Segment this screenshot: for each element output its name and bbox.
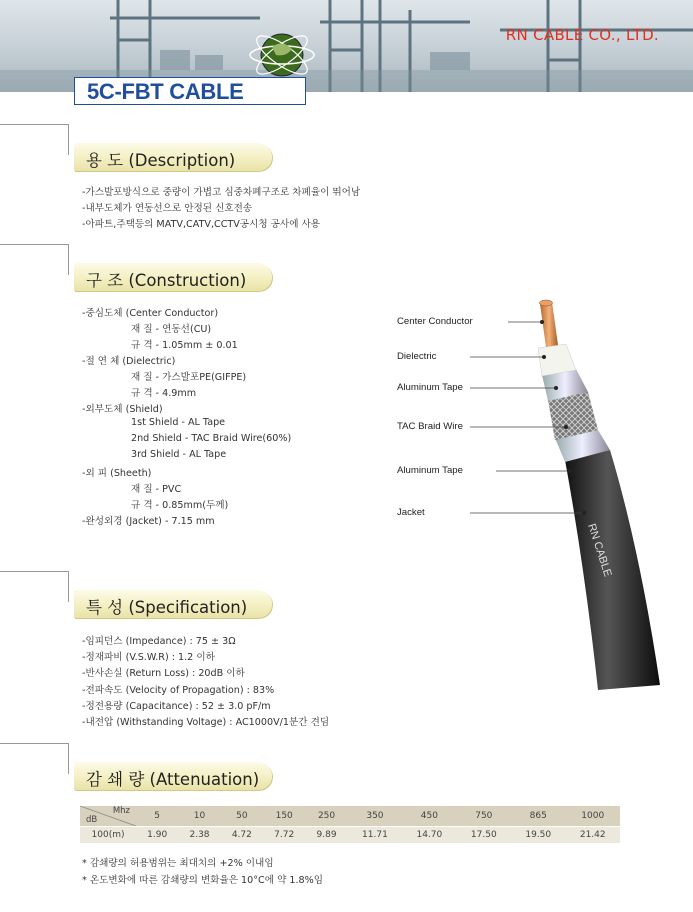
attenuation-table (80, 806, 620, 843)
attenuation-data-row (80, 827, 620, 844)
specification-line: -반사손실 (Return Loss) : 20dB 이하 (82, 668, 245, 679)
construction-line: 재 질 - 가스발포PE(GIFPE) (131, 372, 247, 383)
frequency-cell: 5 (136, 806, 178, 827)
dielectric-layer (538, 344, 576, 376)
callout-aluminum-tape-inner: Aluminum Tape (397, 382, 463, 393)
value-cell: 17.50 (457, 827, 511, 844)
frequency-cell: 865 (511, 806, 565, 827)
cable-cross-section-illustration (470, 290, 670, 690)
value-cell: 9.89 (305, 827, 347, 844)
frequency-cell: 350 (348, 806, 402, 827)
construction-line: 2nd Shield - TAC Braid Wire(60%) (131, 433, 292, 444)
attenuation-note: * 감쇄량의 허용범위는 최대치의 +2% 이내임 (82, 858, 274, 869)
construction-heading-pill (74, 263, 272, 291)
attenuation-note: * 온도변화에 따른 감쇄량의 변화율은 10°C에 약 1.8%임 (82, 875, 324, 886)
specification-line: -정전용량 (Capacitance) : 52 ± 3.0 pF/m (82, 701, 271, 712)
construction-line: -절 연 체 (Dielectric) (82, 356, 176, 367)
description-line: -내부도체가 연동선으로 안정된 신호전송 (82, 203, 253, 214)
row-label-cell: 100(m) (80, 827, 136, 844)
section-connector (0, 571, 68, 572)
specification-line: -임피던스 (Impedance) : 75 ± 3Ω (82, 636, 236, 647)
value-cell: 21.42 (565, 827, 620, 844)
value-cell: 2.38 (178, 827, 220, 844)
specification-line: -정재파비 (V.S.W.R) : 1.2 이하 (82, 652, 215, 663)
center-conductor (540, 302, 558, 347)
cable-print-text: RN CABLE (585, 522, 614, 579)
description-line: -가스발포방식으로 중량이 가볍고 심중차폐구조로 차폐율이 뛰어남 (82, 187, 361, 198)
callout-aluminum-tape-outer: Aluminum Tape (397, 465, 463, 476)
frequency-cell: 750 (457, 806, 511, 827)
section-connector (68, 244, 69, 275)
specification-heading-pill (74, 590, 272, 618)
specification-line: -내전압 (Withstanding Voltage) : AC1000V/1분간 견딤 (82, 717, 330, 728)
description-heading: 용 도 (Description) (86, 151, 236, 170)
value-cell: 19.50 (511, 827, 565, 844)
frequency-cell: 250 (305, 806, 347, 827)
value-cell: 11.71 (348, 827, 402, 844)
attenuation-heading-pill (74, 762, 272, 790)
section-connector (68, 571, 69, 602)
attenuation-header-row (80, 806, 620, 827)
page-title: 5C-FBT CABLE (87, 79, 244, 104)
specification-line: -전파속도 (Velocity of Propagation) : 83% (82, 685, 275, 696)
corner-db-label: dB (86, 815, 98, 825)
construction-line: 규 격 - 1.05mm ± 0.01 (131, 340, 238, 351)
section-connector (0, 743, 68, 744)
section-connector (68, 124, 69, 155)
construction-line: 규 격 - 4.9mm (131, 388, 197, 399)
specification-heading: 특 성 (Specification) (86, 598, 248, 617)
callout-dielectric: Dielectric (397, 351, 437, 362)
frequency-cell: 150 (263, 806, 305, 827)
description-heading-pill (74, 143, 272, 171)
section-connector (68, 743, 69, 774)
section-connector (0, 244, 68, 245)
callout-braid-wire: TAC Braid Wire (397, 421, 463, 432)
frequency-cell: 1000 (565, 806, 620, 827)
construction-line: 재 질 - 연동선(CU) (131, 324, 212, 335)
construction-line: 3rd Shield - AL Tape (131, 449, 227, 460)
page-title-box (74, 77, 306, 105)
construction-line: 규 격 - 0.85mm(두께) (131, 500, 229, 511)
construction-line: -완성외경 (Jacket) - 7.15 mm (82, 516, 215, 527)
construction-heading: 구 조 (Construction) (86, 271, 247, 290)
company-name: RN CABLE CO., LTD. (505, 26, 659, 44)
frequency-cell: 10 (178, 806, 220, 827)
section-connector (0, 124, 68, 125)
callout-jacket: Jacket (397, 507, 425, 518)
frequency-cell: 450 (402, 806, 456, 827)
value-cell: 1.90 (136, 827, 178, 844)
construction-line: 재 질 - PVC (131, 484, 182, 495)
description-line: -아파트,주택등의 MATV,CATV,CCTV공시청 공사에 사용 (82, 219, 321, 230)
value-cell: 14.70 (402, 827, 456, 844)
callout-center-conductor: Center Conductor (397, 316, 473, 327)
corner-cell (80, 806, 136, 827)
construction-line: -중심도체 (Center Conductor) (82, 308, 219, 319)
construction-line: -외부도체 (Shield) (82, 404, 163, 415)
value-cell: 4.72 (221, 827, 263, 844)
construction-line: 1st Shield - AL Tape (131, 417, 226, 428)
corner-mhz-label: Mhz (112, 806, 130, 816)
attenuation-heading: 감 쇄 량 (Attenuation) (86, 770, 260, 789)
value-cell: 7.72 (263, 827, 305, 844)
construction-line: -외 피 (Sheeth) (82, 468, 152, 479)
frequency-cell: 50 (221, 806, 263, 827)
